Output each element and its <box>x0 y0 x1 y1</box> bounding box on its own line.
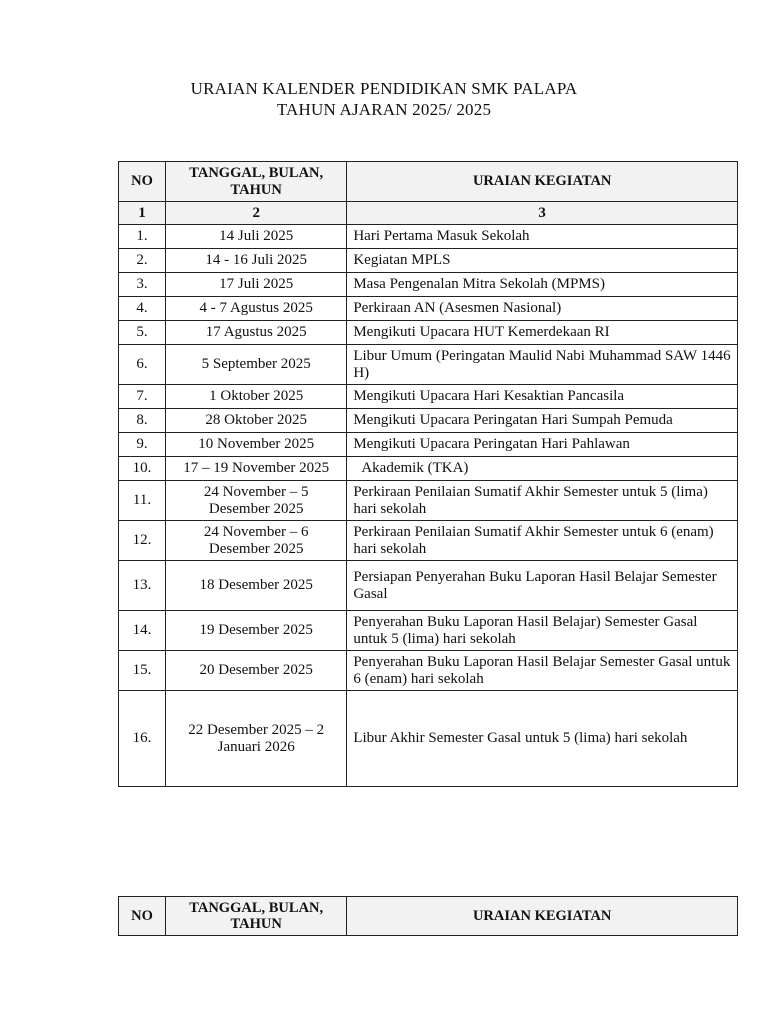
table-row <box>119 385 738 409</box>
table-row <box>119 273 738 297</box>
row-description: Persiapan Penyerahan Buku Laporan Hasil Belajar Semester Gasal <box>347 561 738 611</box>
row-number: 3. <box>119 273 166 297</box>
row-description: Mengikuti Upacara Peringatan Hari Sumpah Pemuda <box>347 409 738 433</box>
row-date: 19 Desember 2025 <box>166 611 347 651</box>
row-date: 17 Agustus 2025 <box>166 321 347 345</box>
row-number: 8. <box>119 409 166 433</box>
row-date: 4 - 7 Agustus 2025 <box>166 297 347 321</box>
column-index-1: 1 <box>119 202 166 225</box>
row-number: 10. <box>119 457 166 481</box>
row-number: 4. <box>119 297 166 321</box>
row-number: 13. <box>119 561 166 611</box>
row-date: 24 November – 5 Desember 2025 <box>166 481 347 521</box>
table-row <box>119 561 738 611</box>
row-description: Libur Akhir Semester Gasal untuk 5 (lima) hari sekolah <box>347 691 738 787</box>
header-no: NO <box>119 162 166 202</box>
table-row <box>119 345 738 385</box>
row-date: 18 Desember 2025 <box>166 561 347 611</box>
row-number: 5. <box>119 321 166 345</box>
calendar-table-continued <box>118 896 738 936</box>
table-row <box>119 249 738 273</box>
row-date: 5 September 2025 <box>166 345 347 385</box>
table-row <box>119 297 738 321</box>
row-description: Hari Pertama Masuk Sekolah <box>347 225 738 249</box>
header-description: URAIAN KEGIATAN <box>347 897 738 936</box>
row-description: Penyerahan Buku Laporan Hasil Belajar) Semester Gasal untuk 5 (lima) hari sekolah <box>347 611 738 651</box>
row-number: 15. <box>119 651 166 691</box>
row-number: 1. <box>119 225 166 249</box>
document-title-line1: URAIAN KALENDER PENDIDIKAN SMK PALAPA <box>190 79 578 98</box>
table-row <box>119 433 738 457</box>
column-index-row <box>119 202 738 225</box>
table-row <box>119 651 738 691</box>
table-row <box>119 611 738 651</box>
document-title <box>0 78 768 120</box>
calendar-table <box>118 161 738 787</box>
table-row <box>119 225 738 249</box>
row-number: 7. <box>119 385 166 409</box>
table-row <box>119 457 738 481</box>
row-date: 22 Desember 2025 – 2 Januari 2026 <box>166 691 347 787</box>
column-index-3: 3 <box>347 202 738 225</box>
row-description: Penyerahan Buku Laporan Hasil Belajar Semester Gasal untuk 6 (enam) hari sekolah <box>347 651 738 691</box>
row-description: Mengikuti Upacara Peringatan Hari Pahlawan <box>347 433 738 457</box>
table-header-row <box>119 162 738 202</box>
row-description: Perkiraan Penilaian Sumatif Akhir Semester untuk 5 (lima) hari sekolah <box>347 481 738 521</box>
row-description: Akademik (TKA) <box>347 457 738 481</box>
row-number: 6. <box>119 345 166 385</box>
row-date: 14 - 16 Juli 2025 <box>166 249 347 273</box>
row-date: 10 November 2025 <box>166 433 347 457</box>
table-row <box>119 691 738 787</box>
row-date: 14 Juli 2025 <box>166 225 347 249</box>
row-number: 9. <box>119 433 166 457</box>
row-number: 2. <box>119 249 166 273</box>
row-date: 28 Oktober 2025 <box>166 409 347 433</box>
row-date: 24 November – 6 Desember 2025 <box>166 521 347 561</box>
row-description: Libur Umum (Peringatan Maulid Nabi Muhammad SAW 1446 H) <box>347 345 738 385</box>
row-description: Mengikuti Upacara Hari Kesaktian Pancasila <box>347 385 738 409</box>
row-number: 16. <box>119 691 166 787</box>
row-description: Perkiraan Penilaian Sumatif Akhir Semester untuk 6 (enam) hari sekolah <box>347 521 738 561</box>
row-description: Kegiatan MPLS <box>347 249 738 273</box>
table-row <box>119 481 738 521</box>
table-row <box>119 521 738 561</box>
header-date: TANGGAL, BULAN, TAHUN <box>166 897 347 936</box>
row-date: 20 Desember 2025 <box>166 651 347 691</box>
row-number: 12. <box>119 521 166 561</box>
table-row <box>119 321 738 345</box>
row-date: 1 Oktober 2025 <box>166 385 347 409</box>
header-no: NO <box>119 897 166 936</box>
header-date: TANGGAL, BULAN, TAHUN <box>166 162 347 202</box>
row-number: 11. <box>119 481 166 521</box>
row-description: Masa Pengenalan Mitra Sekolah (MPMS) <box>347 273 738 297</box>
table-header-row <box>119 897 738 936</box>
row-description: Mengikuti Upacara HUT Kemerdekaan RI <box>347 321 738 345</box>
row-date: 17 – 19 November 2025 <box>166 457 347 481</box>
row-date: 17 Juli 2025 <box>166 273 347 297</box>
row-description: Perkiraan AN (Asesmen Nasional) <box>347 297 738 321</box>
table-row <box>119 409 738 433</box>
header-description: URAIAN KEGIATAN <box>347 162 738 202</box>
column-index-2: 2 <box>166 202 347 225</box>
row-number: 14. <box>119 611 166 651</box>
document-title-line2: TAHUN AJARAN 2025/ 2025 <box>276 100 492 119</box>
